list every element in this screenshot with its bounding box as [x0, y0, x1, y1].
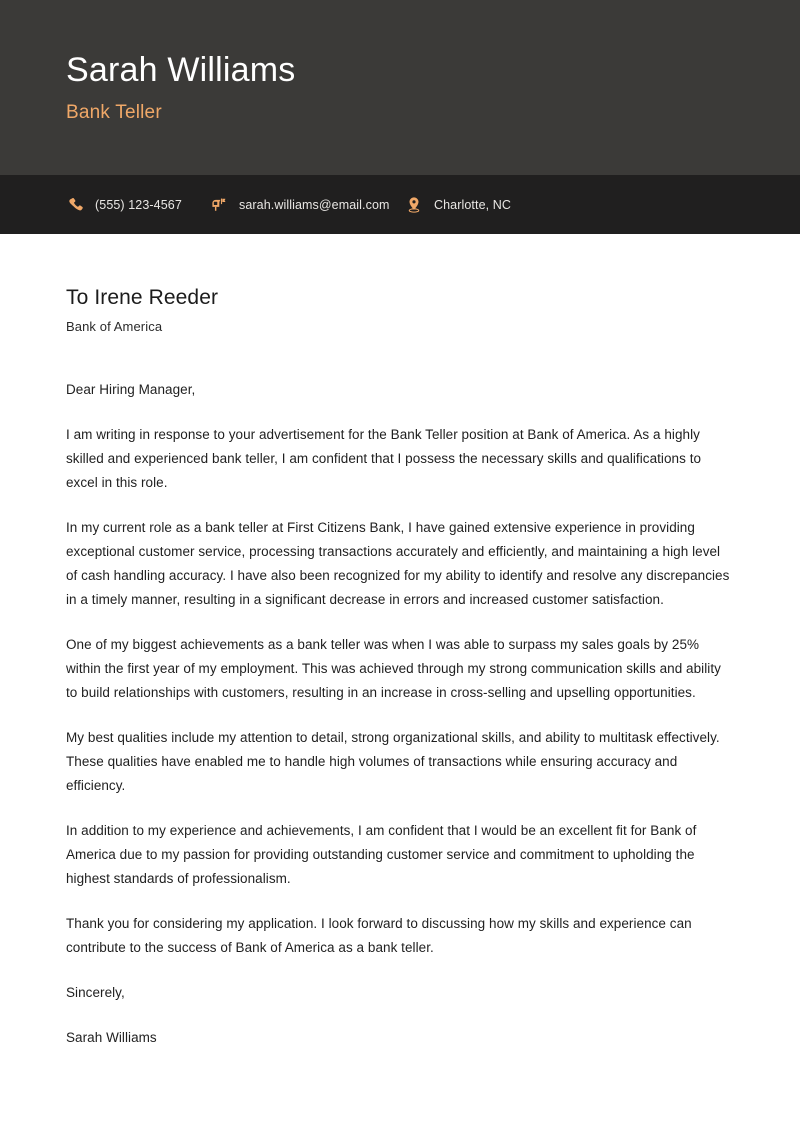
letter-body: [0, 234, 800, 1050]
contact-location-value: Charlotte, NC: [434, 197, 512, 212]
salutation: Dear Hiring Manager,: [66, 382, 196, 398]
letter-paragraph: My best qualities include my attention to detail, strong organizational skills, and ability to multitask effectively. These qualities have enabled me to handle high volumes of transactions while ensuring accuracy and efficiency.: [66, 730, 720, 794]
letter-paragraph: One of my biggest achievements as a bank teller was when I was able to surpass my sales goals by 25% within the first year of my employment. This was achieved through my strong communication skills and ability to build relationships with customers, resulting in an increase in cross-selling and upselling opportunities.: [66, 637, 721, 701]
applicant-name: Sarah Williams: [66, 50, 296, 89]
contact-item-location[interactable]: [405, 196, 511, 214]
letter-paragraph: In my current role as a bank teller at First Citizens Bank, I have gained extensive experience in providing exceptional customer service, processing transactions accurately and efficiently, and maintaining a high level of cash handling accuracy. I have also been recognized for my ability to identify and resolve any discrepancies in a timely manner, resulting in a significant decrease in errors and increased customer satisfaction.: [66, 520, 730, 608]
mailbox-icon: [210, 196, 228, 214]
letter-signature: Sarah Williams: [66, 1030, 157, 1046]
phone-icon: [66, 196, 84, 214]
recipient-name: To Irene Reeder: [66, 286, 219, 309]
letter-paragraph: Thank you for considering my application. I look forward to discussing how my skills and experience can contribute to the success of Bank of America as a bank teller.: [66, 916, 692, 956]
contact-bar: [0, 175, 800, 234]
contact-email-value: sarah.williams@email.com: [239, 197, 390, 212]
contact-phone-value: (555) 123-4567: [95, 197, 182, 212]
contact-item-email[interactable]: [210, 196, 405, 214]
recipient-company: Bank of America: [66, 319, 163, 335]
letter-paragraph: I am writing in response to your advertisement for the Bank Teller position at Bank of America. As a highly skilled and experienced bank teller, I am confident that I possess the necessary skills and qualifications to excel in this role.: [66, 427, 702, 491]
applicant-job-title: Bank Teller: [66, 101, 162, 123]
contact-item-phone[interactable]: [66, 196, 210, 214]
letter-paragraph: In addition to my experience and achievements, I am confident that I would be an excellent fit for Bank of America due to my passion for providing outstanding customer service and commitment to upholding the highest standards of professionalism.: [66, 823, 697, 887]
letter-header: [0, 0, 800, 175]
location-pin-icon: [405, 196, 423, 214]
letter-closing: Sincerely,: [66, 985, 125, 1001]
